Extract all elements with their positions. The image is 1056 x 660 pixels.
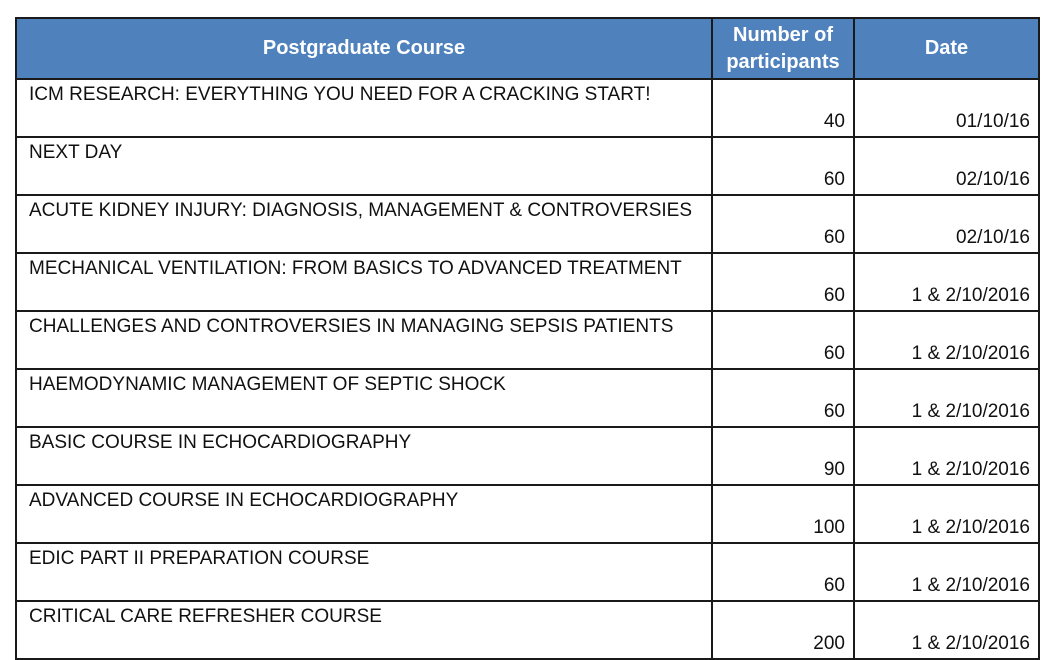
date-cell: 1 & 2/10/2016 [854,601,1039,659]
course-cell: ACUTE KIDNEY INJURY: DIAGNOSIS, MANAGEMENT & CONTROVERSIES [16,195,712,253]
table-row [16,253,1039,311]
date-cell: 1 & 2/10/2016 [854,311,1039,369]
date-cell: 1 & 2/10/2016 [854,543,1039,601]
date-cell: 1 & 2/10/2016 [854,253,1039,311]
date-cell: 02/10/16 [854,195,1039,253]
course-cell: MECHANICAL VENTILATION: FROM BASICS TO ADVANCED TREATMENT [16,253,712,311]
participants-cell: 90 [712,427,854,485]
courses-table [15,17,1040,660]
participants-cell: 40 [712,79,854,137]
course-cell: EDIC PART II PREPARATION COURSE [16,543,712,601]
header-date: Date [854,18,1039,79]
participants-cell: 60 [712,253,854,311]
header-course: Postgraduate Course [16,18,712,79]
course-cell: HAEMODYNAMIC MANAGEMENT OF SEPTIC SHOCK [16,369,712,427]
header-row [16,18,1039,79]
table-row [16,195,1039,253]
date-cell: 1 & 2/10/2016 [854,369,1039,427]
table-row [16,601,1039,659]
date-cell: 02/10/16 [854,137,1039,195]
header-participants [712,18,854,79]
table-row [16,427,1039,485]
participants-cell: 100 [712,485,854,543]
course-cell: BASIC COURSE IN ECHOCARDIOGRAPHY [16,427,712,485]
table-row [16,137,1039,195]
date-cell: 1 & 2/10/2016 [854,485,1039,543]
course-cell: CHALLENGES AND CONTROVERSIES IN MANAGING SEPSIS PATIENTS [16,311,712,369]
header-participants-line2: participants [726,50,840,73]
table-row [16,311,1039,369]
course-cell: CRITICAL CARE REFRESHER COURSE [16,601,712,659]
participants-cell: 200 [712,601,854,659]
date-cell: 01/10/16 [854,79,1039,137]
course-cell: NEXT DAY [16,137,712,195]
table-row [16,79,1039,137]
header-participants-line1: Number of [733,23,833,46]
participants-cell: 60 [712,137,854,195]
participants-cell: 60 [712,311,854,369]
participants-cell: 60 [712,369,854,427]
table-row [16,369,1039,427]
course-cell: ICM RESEARCH: EVERYTHING YOU NEED FOR A CRACKING START! [16,79,712,137]
course-cell: ADVANCED COURSE IN ECHOCARDIOGRAPHY [16,485,712,543]
table-row [16,543,1039,601]
table-row [16,485,1039,543]
participants-cell: 60 [712,195,854,253]
date-cell: 1 & 2/10/2016 [854,427,1039,485]
participants-cell: 60 [712,543,854,601]
